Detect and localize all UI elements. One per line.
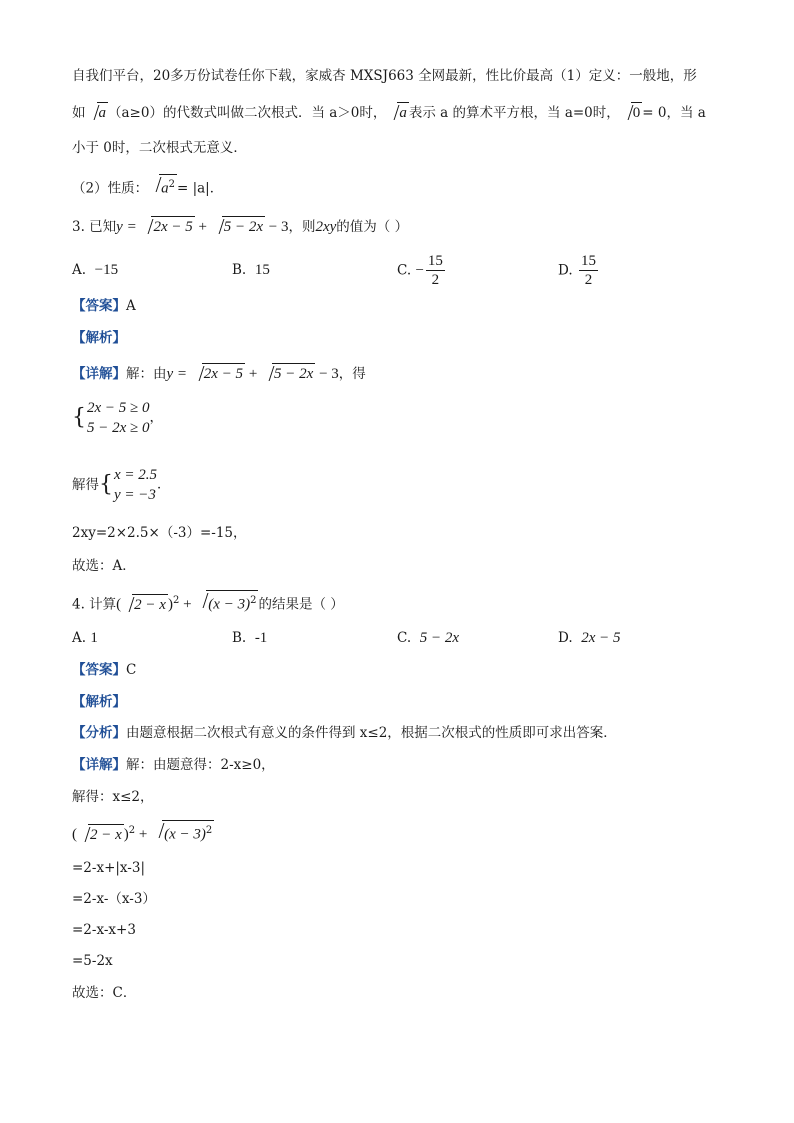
q4-choose: 故选：C． [72,985,137,1001]
q4-step-1: =2-x+|x-3| [72,860,146,876]
q3-choice-a: A. −15 [72,262,119,278]
q4-solve: 解得：x≤2， [72,789,154,805]
q3-choose: 故选：A． [72,558,136,574]
q4-step-2: =2-x-（x-3） [72,891,156,907]
q4-analysis: 【解析】 [72,694,126,710]
q4-choice-a: A. 1 [72,630,98,646]
q3-choice-b: B. 15 [232,262,270,278]
q4-fenxi: 【分析】由题意根据二次根式有意义的条件得到 x≤2，根据二次根式的性质即可求出答案． [72,725,617,741]
intro-line-3: 小于 0时，二次根式无意义． [72,140,247,156]
q3-analysis: 【解析】 [72,330,126,346]
q4-choice-d: D. 2x − 5 [558,630,621,646]
q3-choices [72,252,732,292]
intro-line-2: 如 a （a≥0）的代数式叫做二次根式．当 a＞0时， a 表示 a 的算术平方根，当 a=0时， 0 = 0，当 a [72,102,706,123]
sqrt-zero: 0 [621,102,643,123]
q3-system-2: 解得 { x = 2.5 y = −3 ． [72,467,171,503]
q3-calc: 2xy=2×2.5×（-3）=-15， [72,525,247,541]
q4-choice-b: B. -1 [232,630,268,646]
q3-choice-c: C. − $\frac{15}{2}$ [397,253,443,288]
q3-sqrt-2: 5 − 2x [212,216,265,237]
intro-line-4: （2）性质： $a^2 = |a|$． [72,174,223,199]
q3-stem: 3. 已知y = 2x − 5 + 5 − 2x − 3，则2xy的值为（ ） [72,216,408,237]
q3-answer: 【答案】A [72,298,136,314]
q4-detail: 【详解】解：由题意得：2-x≥0， [72,757,275,773]
sqrt-a-squared: $a^2$ [149,174,177,199]
q4-stem: 4. 计算( 2 − x )$^2 + (x - 3)^2$ 的结果是（ ） [72,590,344,615]
q3-choice-d: D. $\frac{15}{2}$ [558,253,596,288]
intro-line-1: 自我们平台，20多万份试卷任你下载，家威杏 MXSJ663 全网最新，性比价最高（1）定义：一般地，形 [72,68,697,84]
q4-step-4: =5-2x [72,953,113,969]
sqrt-a: a [87,102,109,123]
sqrt-a-2: a [387,102,409,123]
q3-sqrt-1: 2x − 5 [141,216,194,237]
q4-choice-c: C. 5 − 2x [397,630,460,646]
q4-answer: 【答案】C [72,662,137,678]
q4-step-3: =2-x-x+3 [72,922,136,938]
q4-expression: ( 2 − x )$^2 + (x - 3)^2$ [72,820,214,845]
q3-system-1: { 2x − 5 ≥ 0 5 − 2x ≥ 0 ， [72,400,164,436]
q4-choices [72,628,732,652]
q3-detail: 【详解】解：由y = 2x − 5 + 5 − 2x − 3，得 [72,363,366,384]
